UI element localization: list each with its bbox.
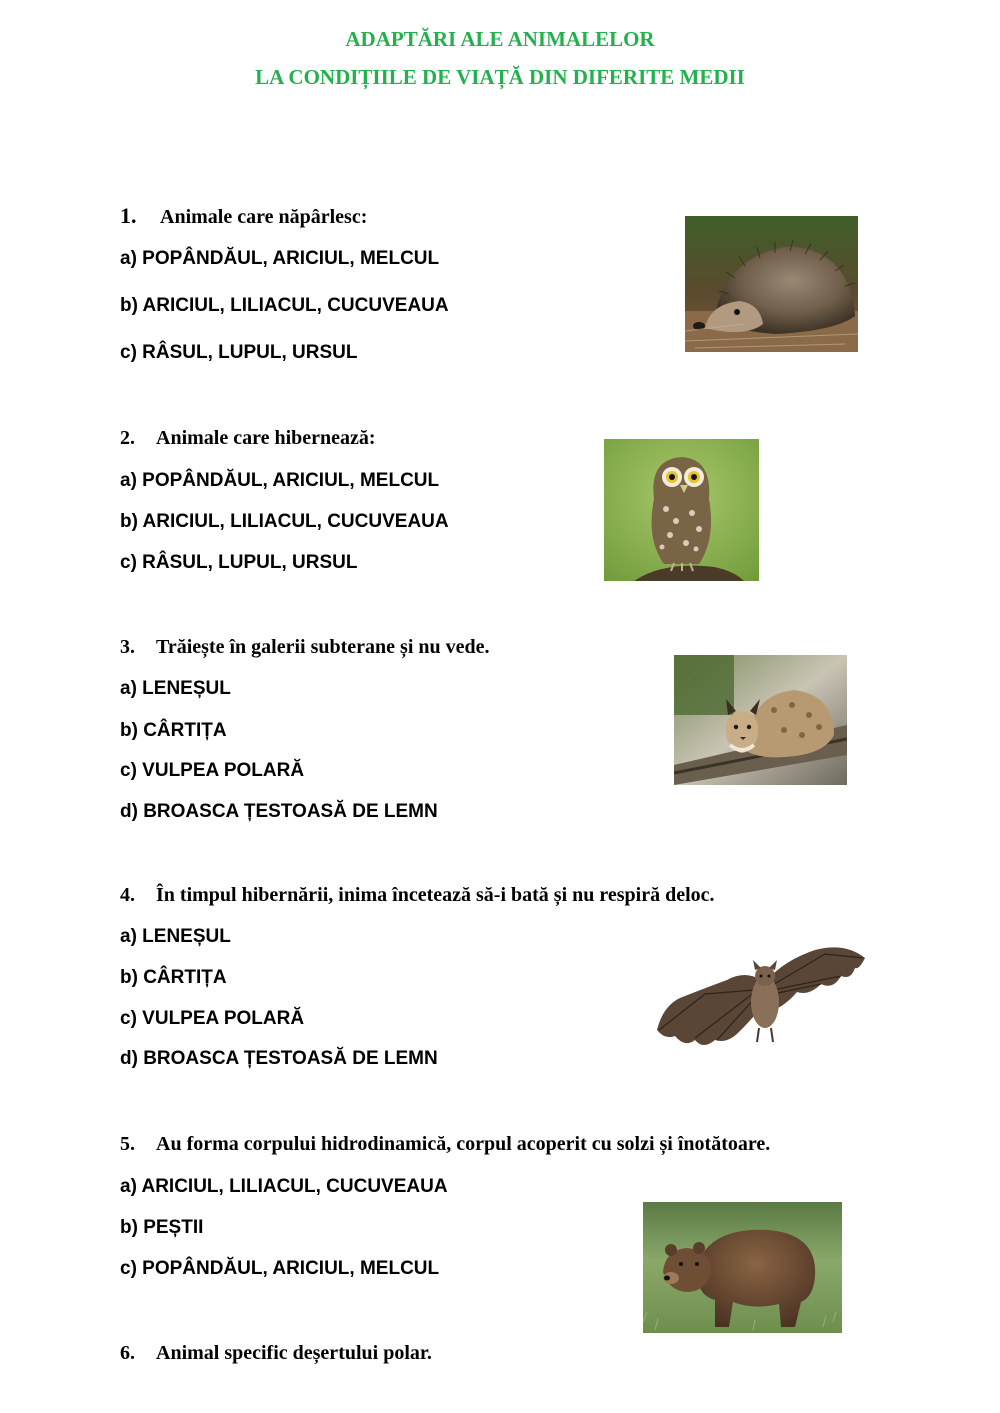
question-6-number: 6.	[120, 1342, 135, 1364]
question-6-text: Animal specific deșertului polar.	[156, 1342, 432, 1364]
question-2	[120, 427, 376, 450]
hedgehog-photo	[685, 216, 858, 352]
question-2-option-a[interactable]: a) POPÂNDĂUL, ARICIUL, MELCUL	[120, 470, 440, 491]
lynx-photo	[674, 655, 847, 785]
question-3	[120, 636, 490, 659]
bear-photo	[643, 1202, 842, 1333]
question-2-option-c[interactable]: c) RÂSUL, LUPUL, URSUL	[120, 552, 358, 573]
question-4-text: În timpul hibernării, inima încetează să-i bată și nu respiră deloc.	[156, 884, 715, 906]
question-2-number: 2.	[120, 427, 135, 449]
question-3-text: Trăiește în galerii subterane și nu vede.	[156, 636, 490, 658]
question-1-text: Animale care năpârlesc:	[160, 206, 368, 228]
question-1-option-b[interactable]: b) ARICIUL, LILIACUL, CUCUVEAUA	[120, 295, 449, 316]
question-3-number: 3.	[120, 636, 135, 658]
question-5-option-b[interactable]: b) PEȘTII	[120, 1217, 204, 1238]
question-2-text: Animale care hibernează:	[156, 427, 376, 449]
page-title-line1: ADAPTĂRI ALE ANIMALELOR	[345, 27, 655, 51]
question-4	[120, 884, 715, 907]
question-4-option-d[interactable]: d) BROASCA ȚESTOASĂ DE LEMN	[120, 1048, 438, 1069]
question-4-number: 4.	[120, 884, 135, 906]
question-5-option-a[interactable]: a) ARICIUL, LILIACUL, CUCUVEAUA	[120, 1176, 448, 1197]
question-4-option-a[interactable]: a) LENEȘUL	[120, 926, 231, 947]
question-4-option-c[interactable]: c) VULPEA POLARĂ	[120, 1008, 305, 1029]
question-4-option-b[interactable]: b) CÂRTIȚA	[120, 967, 227, 988]
question-5-number: 5.	[120, 1133, 135, 1155]
question-3-option-a[interactable]: a) LENEȘUL	[120, 678, 231, 699]
question-2-option-b[interactable]: b) ARICIUL, LILIACUL, CUCUVEAUA	[120, 511, 449, 532]
question-6	[120, 1342, 432, 1365]
page-title-line2: LA CONDIȚIILE DE VIAȚĂ DIN DIFERITE MEDII	[255, 65, 745, 89]
question-1	[120, 203, 367, 229]
question-3-option-d[interactable]: d) BROASCA ȚESTOASĂ DE LEMN	[120, 801, 438, 822]
question-1-option-c[interactable]: c) RÂSUL, LUPUL, URSUL	[120, 342, 358, 363]
bat-photo	[655, 940, 867, 1064]
question-3-option-b[interactable]: b) CÂRTIȚA	[120, 720, 227, 741]
question-5-option-c[interactable]: c) POPÂNDĂUL, ARICIUL, MELCUL	[120, 1258, 440, 1279]
question-1-number: 1.	[120, 203, 137, 228]
owl-photo	[604, 439, 759, 581]
question-5	[120, 1133, 770, 1156]
question-3-option-c[interactable]: c) VULPEA POLARĂ	[120, 760, 305, 781]
question-1-option-a[interactable]: a) POPÂNDĂUL, ARICIUL, MELCUL	[120, 248, 440, 269]
question-5-text: Au forma corpului hidrodinamică, corpul acoperit cu solzi și înotătoare.	[156, 1133, 771, 1155]
